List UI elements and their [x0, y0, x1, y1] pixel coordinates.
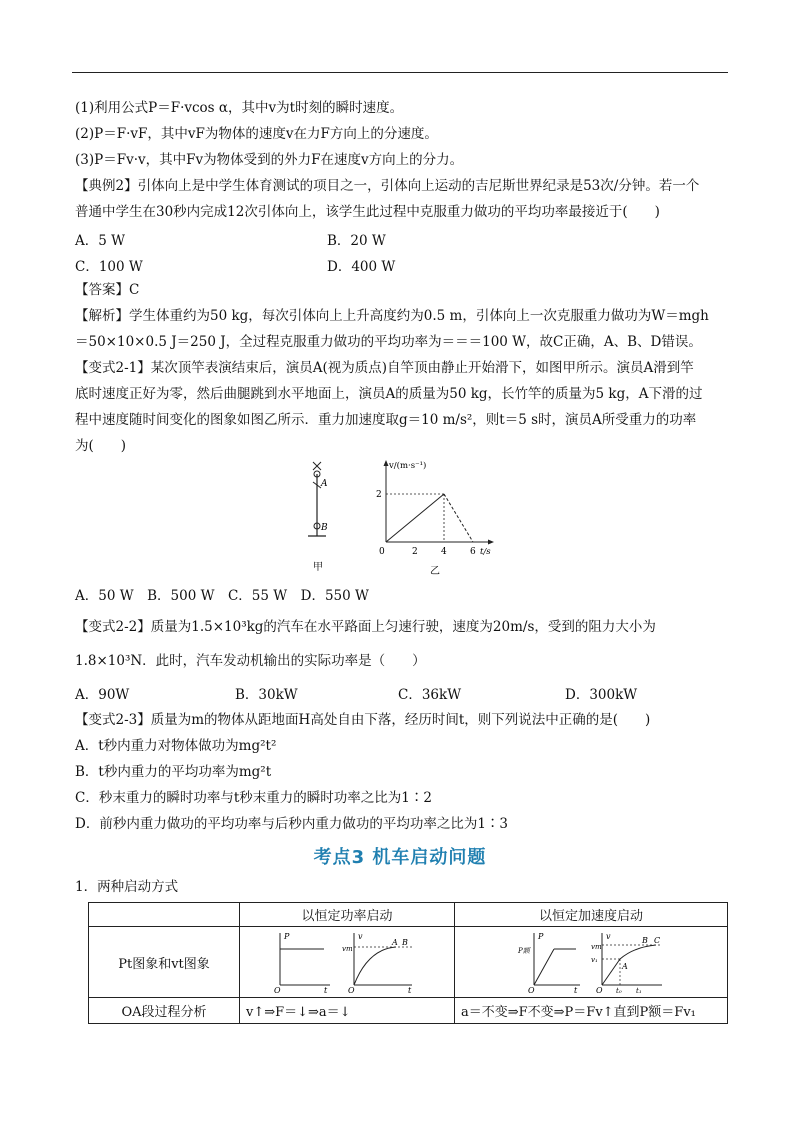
mini-label-vm: vm — [342, 945, 353, 953]
startup-comparison-table — [88, 902, 728, 1024]
x-tick: 4 — [441, 547, 447, 557]
velocity-fall — [444, 494, 473, 542]
mini-label-o: O — [596, 986, 603, 993]
table-header-constant-power: 以恒定功率启动 — [240, 903, 455, 927]
origin-label: 0 — [379, 547, 385, 557]
mini-label-v1: v₁ — [591, 956, 598, 964]
table-row-oa-analysis — [89, 998, 728, 1024]
table-header-row — [89, 903, 728, 927]
mini-label-v: v — [606, 932, 611, 941]
x-tick: 2 — [412, 547, 418, 557]
variant-2-3-question: 【变式2-3】质量为m的物体从距地面H高处自由下落，经历时间t，则下列说法中正确的是( ) — [75, 712, 651, 728]
option-a: A．t秒内重力对物体做功为mg²t² — [75, 738, 277, 754]
table-row-label: Pt图象和vt图象 — [89, 927, 240, 998]
mini-label-o: O — [528, 986, 535, 993]
mini-label-vm: vm — [591, 943, 602, 951]
table-row-graphs — [89, 927, 728, 998]
table-cell-graphs-constant-acceleration — [455, 927, 728, 998]
mini-label-t: t — [324, 986, 328, 993]
option-b: B．20 W — [327, 233, 386, 249]
option-d: D．400 W — [327, 259, 396, 275]
option-a: A．5 W — [75, 233, 126, 249]
velocity-rise — [386, 494, 444, 542]
section-heading: 考点3 机车启动问题 — [313, 847, 487, 868]
mini-label-p-rated: P额 — [518, 947, 530, 955]
vt-curve — [620, 945, 656, 959]
example-2-question: 【典例2】引体向上是中学生体育测试的项目之一，引体向上运动的吉尼斯世界纪录是53次/分钟。若一个 — [75, 178, 700, 194]
vt-rise — [602, 959, 620, 985]
y-axis-label: v/(m·s⁻¹) — [389, 461, 427, 471]
table-header-constant-acceleration: 以恒定加速度启动 — [455, 903, 728, 927]
mini-label-t0: t₀ — [616, 987, 622, 993]
variant-2-1-question: 底时速度正好为零，然后曲腿跳到水平地面上，演员A的质量为50 kg，长竹竿的质量为5 kg，A下滑的过 — [75, 386, 703, 402]
mini-label-a: A — [392, 938, 398, 947]
mini-label-t: t — [408, 986, 412, 993]
answer-line: 【答案】C — [75, 282, 140, 298]
mini-label-a: A — [622, 962, 628, 971]
table-cell-oa-constant-acceleration: a＝不变⇒F不变⇒P＝Fv↑直到P额＝Fv₁ — [455, 998, 728, 1024]
example-2-question: 普通中学生在30秒内完成12次引体向上，该学生此过程中克服重力做功的平均功率最接近于( ) — [75, 204, 660, 220]
variant-2-1-question: 为( ) — [75, 438, 127, 454]
variant-2-2-question: 1.8×10³N．此时，汽车发动机输出的实际功率是（ ） — [75, 653, 426, 669]
option-a: A．90W — [75, 687, 130, 703]
x-axis-arrow — [488, 540, 494, 545]
option-d: D．300kW — [565, 687, 638, 703]
caption-jia: 甲 — [313, 562, 323, 572]
table-cell-graphs-constant-power — [240, 927, 455, 998]
option-b: B．t秒内重力的平均功率为mg²t — [75, 764, 272, 780]
label-b: B — [321, 523, 328, 533]
mini-label-c: C — [654, 936, 661, 945]
pt-rise — [534, 949, 554, 985]
option-c: C．秒末重力的瞬时功率与t秒末重力的瞬时功率之比为1∶2 — [75, 790, 432, 806]
section-item: 1．两种启动方式 — [75, 879, 179, 895]
mini-label-o: O — [348, 986, 355, 993]
variant-2-1-question: 程中速度随时间变化的图象如图乙所示．重力加速度取g＝10 m/s²，则t＝5 s时，演员A所受重力的功率 — [75, 412, 697, 428]
header-rule — [72, 72, 728, 73]
mini-label-b: B — [642, 936, 648, 945]
text-line: (1)利用公式P＝F·vcos α，其中v为t时刻的瞬时速度。 — [75, 100, 404, 116]
graphs-constant-power — [272, 927, 422, 993]
option-c: C．36kW — [398, 687, 462, 703]
graphs-constant-acceleration — [516, 927, 666, 993]
x-axis-label: t/s — [480, 547, 491, 557]
analysis-line: ＝50×10×0.5 J＝250 J，全过程克服重力做功的平均功率为＝＝＝100 W，故C正确，A、B、D错误。 — [75, 334, 702, 350]
mini-label-o: O — [274, 986, 281, 993]
figure-yi-vt-graph — [370, 458, 510, 578]
variant-2-1-options: A．50 W B．500 W C．55 W D．550 W — [75, 588, 369, 604]
option-c: C．100 W — [75, 259, 143, 275]
mini-label-t1: t₁ — [636, 987, 642, 993]
variant-2-2-question: 【变式2-2】质量为1.5×10³kg的汽车在水平路面上匀速行驶，速度为20m/s，受到的阻力大小为 — [75, 619, 656, 635]
mini-label-t: t — [574, 986, 578, 993]
mini-label-v: v — [358, 932, 363, 941]
figure-jia — [300, 460, 340, 572]
variant-2-1-question: 【变式2-1】某次顶竿表演结束后，演员A(视为质点)自竿顶由静止开始滑下，如图甲所示。演员A滑到竿 — [75, 360, 694, 376]
text-line: (3)P＝Fv·v，其中Fv为物体受到的外力F在速度v方向上的分力。 — [75, 152, 464, 168]
mini-label-p: P — [284, 932, 290, 941]
text-line: (2)P＝F·vF，其中vF为物体的速度v在力F方向上的分速度。 — [75, 126, 438, 142]
table-cell-empty — [89, 903, 240, 927]
y-axis-arrow — [384, 460, 389, 466]
table-row-label: OA段过程分析 — [89, 998, 240, 1024]
y-tick: 2 — [376, 490, 382, 500]
option-b: B．30kW — [235, 687, 298, 703]
vt-curve — [354, 947, 396, 985]
mini-label-b: B — [402, 938, 408, 947]
table-cell-oa-constant-power: v↑⇒F＝↓⇒a＝↓ — [240, 998, 455, 1024]
mini-label-p: P — [538, 932, 544, 941]
caption-yi: 乙 — [430, 566, 440, 577]
label-a: A — [321, 479, 328, 489]
option-d: D．前秒内重力做功的平均功率与后秒内重力做功的平均功率之比为1∶3 — [75, 816, 509, 832]
x-tick: 6 — [470, 547, 476, 557]
analysis-line: 【解析】学生体重约为50 kg，每次引体向上上升高度约为0.5 m，引体向上一次克服重力做功为W＝mgh — [75, 308, 709, 324]
